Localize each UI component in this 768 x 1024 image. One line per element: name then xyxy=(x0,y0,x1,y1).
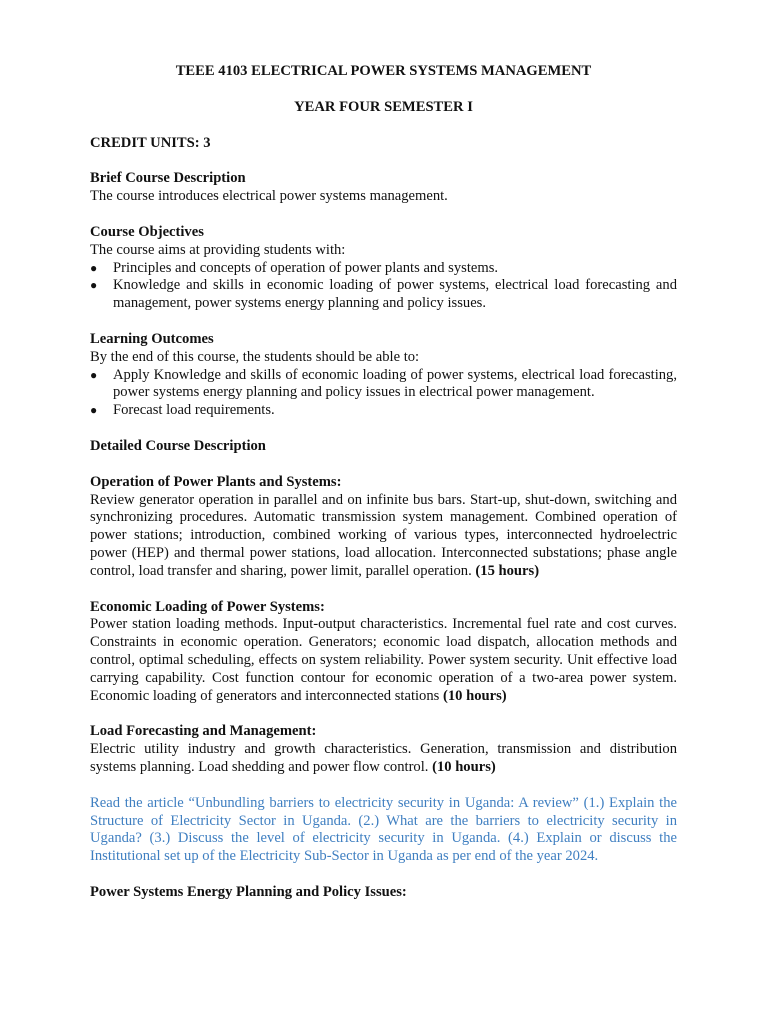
brief-heading: Brief Course Description xyxy=(90,170,246,187)
document-page xyxy=(90,63,677,902)
objective-text: Principles and concepts of operation of power plants and systems. xyxy=(113,259,499,276)
objective-text: Knowledge and skills in economic loading of power systems, electrical load forecasting and management, power systems energy planning and policy issues. xyxy=(113,277,677,312)
objectives-section xyxy=(90,224,677,313)
detailed-section xyxy=(90,438,677,456)
bullet-icon: ● xyxy=(90,367,98,382)
brief-text: The course introduces electrical power systems management. xyxy=(90,188,448,205)
outcomes-section xyxy=(90,331,677,420)
operation-body: Review generator operation in parallel and on infinite bus bars. Start-up, shut-down, switching and synchronizing procedures. Automatic transmission system management. Combined operation of power stations; introduction, combined working of various types, interconnected hydroelectric power (HEP) and thermal power stations, load allocation. Interconnected substations; phase angle control, load transfer and sharing, power limit, parallel operation. xyxy=(90,491,677,579)
forecasting-text xyxy=(90,741,677,777)
credit-units: CREDIT UNITS: 3 xyxy=(90,134,211,151)
assignment-section xyxy=(90,795,677,866)
objectives-heading: Course Objectives xyxy=(90,223,204,240)
detailed-heading: Detailed Course Description xyxy=(90,437,266,454)
list-item xyxy=(90,277,677,313)
assignment-text: Read the article “Unbundling barriers to electricity security in Uganda: A review” (1.) Explain the Structure of Electricity Sector in Uganda. (2.) What are the barriers to electricity security in Uganda? (3.) Discuss the level of electricity security in Uganda. (4.) Explain or discuss the Institutional set up of the Electricity Sub-Sector in Uganda as per end of the year 2024. xyxy=(90,794,677,865)
list-item xyxy=(90,260,677,278)
forecasting-heading: Load Forecasting and Management: xyxy=(90,723,317,740)
economic-text xyxy=(90,616,677,705)
outcomes-heading: Learning Outcomes xyxy=(90,330,214,347)
bullet-icon: ● xyxy=(90,403,98,418)
economic-section xyxy=(90,599,677,706)
objectives-intro: The course aims at providing students with: xyxy=(90,241,346,258)
bullet-icon: ● xyxy=(90,278,98,293)
outcome-text: Apply Knowledge and skills of economic loading of power systems, electrical load forecasting, power systems energy planning and policy issues in electrical power management. xyxy=(113,366,677,401)
forecasting-body: Electric utility industry and growth characteristics. Generation, transmission and distribution systems planning. Load shedding and power flow control. xyxy=(90,741,677,775)
objectives-list xyxy=(90,260,677,313)
economic-heading: Economic Loading of Power Systems: xyxy=(90,598,325,615)
outcome-text: Forecast load requirements. xyxy=(113,402,275,419)
brief-section xyxy=(90,170,677,206)
forecasting-section xyxy=(90,723,677,776)
list-item xyxy=(90,402,677,420)
economic-body: Power station loading methods. Input-output characteristics. Incremental fuel rate and cost curves. Constraints in economic operation. Generators; economic load dispatch, allocation methods and control, optimal scheduling, effects on system reliability. Power system security. Unit effective load carrying capability. Cost function contour for economic operation of a two-area power system. Economic loading of generators and interconnected stations xyxy=(90,616,677,704)
planning-heading: Power Systems Energy Planning and Policy Issues: xyxy=(90,883,407,900)
operation-hours: (15 hours) xyxy=(475,562,540,579)
economic-hours: (10 hours) xyxy=(442,687,507,704)
outcomes-list xyxy=(90,367,677,420)
bullet-icon: ● xyxy=(90,260,98,275)
operation-text xyxy=(90,492,677,581)
operation-heading: Operation of Power Plants and Systems: xyxy=(90,473,342,490)
list-item xyxy=(90,367,677,403)
course-title: TEEE 4103 ELECTRICAL POWER SYSTEMS MANAGEMENT xyxy=(175,63,592,79)
forecasting-hours: (10 hours) xyxy=(432,758,496,775)
outcomes-intro: By the end of this course, the students should be able to: xyxy=(90,348,420,365)
course-subtitle: YEAR FOUR SEMESTER I xyxy=(294,98,473,115)
operation-section xyxy=(90,474,677,581)
